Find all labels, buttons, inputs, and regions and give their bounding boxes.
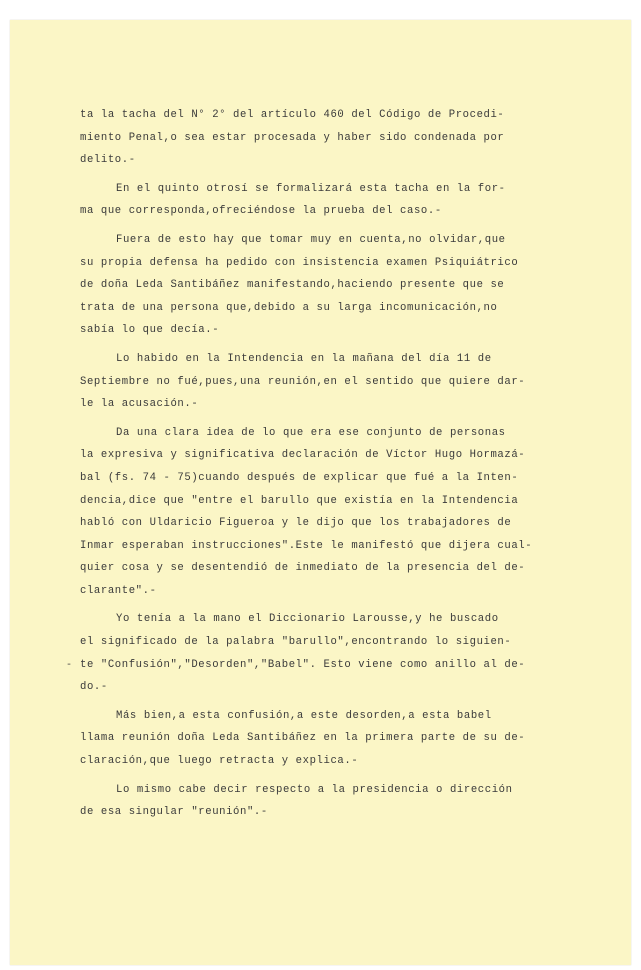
paragraph bbox=[80, 608, 560, 698]
text-line: bal (fs. 74 - 75)cuando después de explicar que fué a la Inten- bbox=[80, 471, 519, 484]
paragraph bbox=[80, 178, 560, 223]
margin-mark: - bbox=[66, 660, 73, 671]
paragraph bbox=[80, 104, 560, 172]
paragraph bbox=[80, 779, 560, 824]
paragraph bbox=[80, 348, 560, 416]
text-line: delito.- bbox=[80, 154, 136, 167]
text-line: En el quinto otrosí se formalizará esta tacha en la for- bbox=[116, 182, 506, 195]
text-line: ma que corresponda,ofreciéndose la prueba del caso.- bbox=[80, 205, 442, 218]
text-line: de esa singular "reunión".- bbox=[80, 806, 268, 819]
text-line: miento Penal,o sea estar procesada y haber sido condenada por bbox=[80, 131, 505, 144]
text-line: trata de una persona que,debido a su larga incomunicación,no bbox=[80, 301, 498, 314]
paragraph bbox=[80, 229, 560, 342]
text-line: Fuera de esto hay que tomar muy en cuenta,no olvidar,que bbox=[116, 233, 506, 246]
text-line: quier cosa y se desentendió de inmediato de la presencia del de- bbox=[80, 562, 526, 575]
text-line: sabía lo que decía.- bbox=[80, 324, 220, 337]
text-line: ta la tacha del N° 2° del artículo 460 del Código de Procedi- bbox=[80, 109, 505, 121]
text-line: de doña Leda Santibáñez manifestando,haciendo presente que se bbox=[80, 279, 505, 292]
text-line: Lo mismo cabe decir respecto a la presidencia o dirección bbox=[116, 783, 513, 796]
text-line: Septiembre no fué,pues,una reunión,en el sentido que quiere dar- bbox=[80, 375, 526, 388]
text-line: Lo habido en la Intendencia en la mañana del día 11 de bbox=[116, 352, 492, 365]
text-line: el significado de la palabra "barullo",encontrando lo siguien- bbox=[80, 636, 512, 649]
text-line: claración,que luego retracta y explica.- bbox=[80, 755, 359, 768]
text-line: clarante".- bbox=[80, 584, 157, 597]
paragraph bbox=[80, 422, 560, 603]
text-line: llama reunión doña Leda Santibáñez en la primera parte de su de- bbox=[80, 732, 526, 745]
text-line: habló con Uldaricio Figueroa y le dijo que los trabajadores de bbox=[80, 517, 512, 530]
document-page bbox=[10, 20, 631, 965]
text-line: do.- bbox=[80, 681, 108, 694]
text-line: le la acusación.- bbox=[80, 398, 199, 411]
text-line: Inmar esperaban instrucciones".Este le manifestó que dijera cual- bbox=[80, 539, 533, 552]
text-line: Da una clara idea de lo que era ese conjunto de personas bbox=[116, 426, 506, 439]
text-line: Más bien,a esta confusión,a este desorden,a esta babel bbox=[116, 709, 492, 722]
text-line: su propia defensa ha pedido con insistencia examen Psiquiátrico bbox=[80, 256, 519, 269]
text-line: la expresiva y significativa declaración de Víctor Hugo Hormazá- bbox=[80, 449, 526, 462]
text-line: te "Confusión","Desorden","Babel". Esto viene como anillo al de- bbox=[80, 658, 526, 671]
paragraph bbox=[80, 705, 560, 773]
document-body bbox=[80, 104, 560, 824]
text-line: dencia,dice que "entre el barullo que existía en la Intendencia bbox=[80, 494, 519, 507]
text-line: Yo tenía a la mano el Diccionario Larousse,y he buscado bbox=[116, 613, 499, 626]
